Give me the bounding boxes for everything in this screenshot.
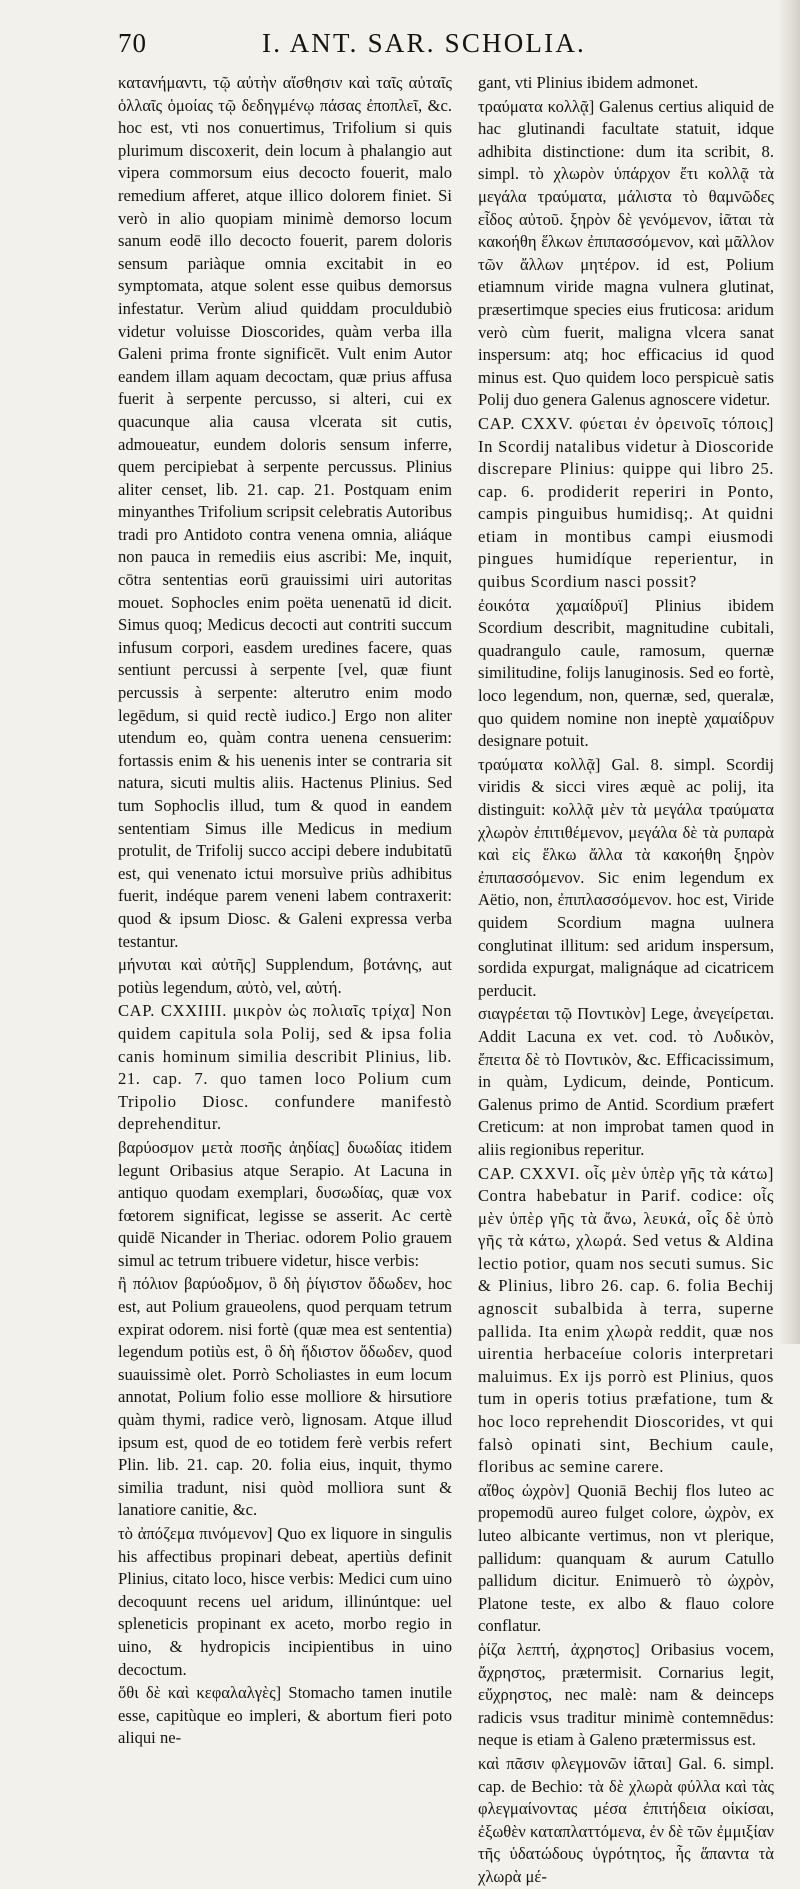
paragraph: CAP. CXXIIII. μικρὸν ὡς πολιαῖς τρίχα] Non quidem capitula sola Polij, sed & ipsa folia canis hominum similia describit Plinius, lib. 21. cap. 7. quo tamen loco Polium cum Tripolio Diosc. confundere manifestò deprehenditur. [118, 1001, 452, 1134]
paragraph: ἢ πόλιον βαρύοδμον, ὃ δὴ ῥίγιστον ὄδωδεν, hoc est, aut Polium graueolens, quod perquam tetrum expirat odorem. nisi fortè (quæ mea est sententia) legendum potiùs est, ὃ δὴ ἥδιστον ὄδωδεν, quod suauissimè olet. Porrò Scholiastes in eum locum annotat, Polium folio esse molliore & hirsutiore quàm thymi, radice verò, lignosam. Atque illud ipsum est, quod de eo totidem ferè verbis refert Plin. lib. 21. cap. 20. folia eius, inquit, thymo similia tradunt, nisi quòd molliora sunt & lanatiore canitie, &c. [118, 1274, 452, 1520]
paragraph: καὶ πᾶσιν φλεγμονῶν ἰᾶται] Gal. 6. simpl. cap. de Bechio: τὰ δὲ χλωρὰ φύλλα καὶ τὰς φλεγμαίνοντας μέσα ἐπιτήδεια οἰκίσαι, ἐξωθὲν καταπλαττόμενα, ἐν δὲ τῶν ἐμμιξίαν τῆς ὑδατώδους ὑγρότητος, ἧς ἅπαντα τὰ χλωρὰ μέ- [478, 1753, 774, 1886]
page-number: 70 [118, 28, 147, 58]
paragraph: CAP. CXXV. φύεται ἐν ὀρεινοῖς τόποις] In Scordij natalibus videtur à Dioscoride discrepare Plinius: quippe qui libro 25. cap. 6. prodiderit reperiri in Ponto, campis pinguibus humidisq;. At quidni etiam in montibus campi eiusmodi pingues humidíque reperientur, in quibus Scordium nasci possit? [478, 413, 774, 592]
paragraph: CAP. CXXVI. οἷς μὲν ὑπὲρ γῆς τὰ κάτω] Contra habebatur in Parif. codice: οἷς μὲν ὑπὲρ γῆς τὰ ἄνω, λευκά, οἷς δὲ ὑπὸ γῆς τὰ κάτω, χλωρά. Sed vetus & Aldina lectio potior, quam nos secuti sumus. Sic & Plinius, libro 26. cap. 6. folia Bechij agnoscit subalbida à terra, superne pallida. Ita enim χλωρὰ reddit, quæ nos uirentia herbaceíue coloris interpretari maluimus. Ex ijs porrò est Plinius, quos tum in operis totius præfatione, tum & hoc loco reprehendit Dioscorides, vt qui falsò opinati sint, Bechium caule, floribus ac semine carere. [478, 1163, 774, 1477]
paragraph: gant, vti Plinius ibidem admonet. [478, 73, 699, 92]
paragraph: τραύματα κολλᾷ] Galenus certius aliquid de hac glutinandi facultate statuit, idque adhibita distinctione: dum ita scribit, 8. simpl. τὸ χλωρὸν ὑπάρχον ἔτι κολλᾷ τὰ μεγάλα τραύματα, μάλιστα τὸ θαμνῶδες εἶδος αὐτοῦ. ξηρὸν δὲ γενόμενον, ἰᾶται τὰ κακοήθη ἕλκων ἐπιπασσόμενον, καὶ μᾶλλον τῶν ἄλλων μητέρον. id est, Polium etiamnum viride magna vulnera glutinat, præsertimque species eius fruticosa: aridum verò cùm fuerit, maligna vlcera sanat inspersum: atq; hoc efficacius id quod minus est. Quo quidem loco perspicuè satis Polij duo genera Galenus agnoscere videtur. [478, 96, 774, 410]
page-header [0, 28, 800, 68]
paragraph: τὸ ἀπόζεμα πινόμενον] Quo ex liquore in singulis his affectibus propinari debeat, apertiùs definit Plinius, citato loco, hisce verbis: Medici cum uino decoquunt recens uel aridum, illinúntque: uel spleneticis propinant ex aceto, morbo regio in uino, & hydropicis incipientibus in uino decoctum. [118, 1524, 452, 1679]
left-column [118, 72, 452, 1748]
paragraph: αἴθος ὠχρὸν] Quoniā Bechij flos luteo ac propemodū aureo fulget colore, ὠχρὸν, ex luteo albicante vertimus, non vt plerique, pallidum: quanquam & aurum Catullo pallidum dicitur. Enimuerò τὸ ὠχρὸν, Platone teste, ex albo & flauo colore conflatur. [478, 1480, 774, 1636]
right-column [478, 72, 774, 1886]
paragraph: μήνυται καὶ αὐτῆς] Supplendum, βοτάνης, aut potiùs legendum, αὐτὸ, vel, αὐτή. [118, 955, 452, 997]
running-title: I. ANT. SAR. SCHOLIA. [262, 28, 586, 58]
paragraph: σιαγρέεται τῷ Ποντικὸν] Lege, ἀνεγείρεται. Addit Lacuna ex vet. cod. τὸ Λυδικὸν, ἔπειτα δὲ τὸ Ποντικὸν, &c. Efficacissimum, in quàm, Lydicum, deinde, Ponticum. Galenus primo de Antid. Scordium præfert Creticum: at non improbat tamen quod in aliis regionibus reperitur. [478, 1004, 774, 1159]
paragraph: ὅθι δὲ καὶ κεφαλαλγὲς] Stomacho tamen inutile esse, capitùque eo impleri, & abortum fieri poto aliqui ne- [118, 1683, 452, 1748]
page-edge-shadow [778, 0, 800, 1344]
paragraph: κατανήμαντι, τῷ αὐτὴν αἴσθησιν καὶ ταῖς αὐταῖς ὁλλαῖς ὁμοίας τῷ δεδηγμένῳ πάσας ἐποπλεῖ, &c. hoc est, vti nos conuertimus, Trifolium si quis plurimum discoxerit, dein locum à phalangio aut vipera commorsum eius decocto fouerit, malo remedium afferet, atque illico dolorem finiet. Si verò in alio quopiam minimè demorso locum sanum eodē illo decocto fouerit, parem doloris sensum pariàque omnia excitabit in eo symptomata, atque solent esse quibus demorsus infestatur. Verùm aliud quiddam proculdubiò videtur voluisse Dioscorides, quàm verba illa Galeni prima fronte significēt. Vult enim Autor eandem illam aquam decoctam, quæ prius affusa fuerit à serpente percusso, si alteri, cui ex quacunque alia causa vlcerata sit cutis, admoueatur, eundem doloris sensum inferre, quem percipiebat à serpente percussus. Plinius aliter censet, lib. 21. cap. 21. Postquam enim minyanthes Trifolium scripsit celebratis Autoribus tradi pro Antidoto contra venena omnia, aliáque non pauca in remediis eius ascribi: Me, inquit, cōtra sententias eorū grauissimi uiri autoritas mouet. Sophocles enim poëta uenenatū id dicit. Simus quoq; Medicus decocti aut contriti succum infusum corpori, easdem uredines facere, quas sentiunt percussi à serpente [vel, quæ fiunt percussis à serpente: alterutro enim modo legēdum, si quid rectè iudico.] Ergo non aliter utendum eo, quàm contra uenena censuerim: fortassis enim & his uenenis inter se contraria sit natura, sicuti multis aliis. Hactenus Plinius. Sed tum Sophoclis illud, tum & quod in eandem sententiam Simus ille Medicus in medium protulit, de Trifolij succo accipi debere indubitatū est, qui venenato ictui morsuìve priùs adhibitus fuerit, indéque parem veneni labem contraxerit: quod & ipsum Diosc. & Galeni expressa verba testantur. [118, 73, 452, 951]
paragraph: ἐοικότα χαμαίδρυϊ] Plinius ibidem Scordium describit, magnitudine cubitali, quadrangulo caule, ramosum, quernæ similitudine, folijs lanuginosis. Sed eo fortè, loco legendum, non, quernæ, sed, queralæ, quo quidem nomine non ineptè χαμαίδρυν designare potuit. [478, 595, 774, 751]
paragraph: τραύματα κολλᾷ] Gal. 8. simpl. Scordij viridis & sicci vires æquè ac polij, ita distinguit: κολλᾷ μὲν τὰ μεγάλα τραύματα χλωρὸν ἐπιτιθέμενον, μεγάλα δὲ τὰ ρυπαρὰ καὶ εἰς ἕλκω ἄλλα τὰ κακοήθη ξηρὸν ἐπιπασσόμενον. Sic enim legendum ex Aëtio, non, ἐπιπλασσόμενον. hoc est, Viride quidem Scordium magna uulnera conglutinat illitum: sed aridum inspersum, sordida expurgat, malignáque ad cicatricem perducit. [478, 754, 774, 1000]
paragraph: ῥίζα λεπτή, ἀχρηστος] Oribasius vocem, ἄχρηστος, prætermisit. Cornarius legit, εὔχρηστος, nec malè: nam & deinceps radicis vsus traditur minimè contemnēdus: neque is etiam à Galeno prætermissus est. [478, 1639, 774, 1750]
paragraph: βαρύοσμον μετὰ ποσῆς ἀηδίας] δυωδίας itidem legunt Oribasius atque Serapio. At Lacuna in antiquo quodam exemplari, δυσωδίας, quæ vox fœtorem significat, legisse se asserit. Ac certè quidē Nicander in Theriac. odorem Polio grauem simul ac tetrum tribuere videtur, hisce verbis: [118, 1137, 452, 1270]
